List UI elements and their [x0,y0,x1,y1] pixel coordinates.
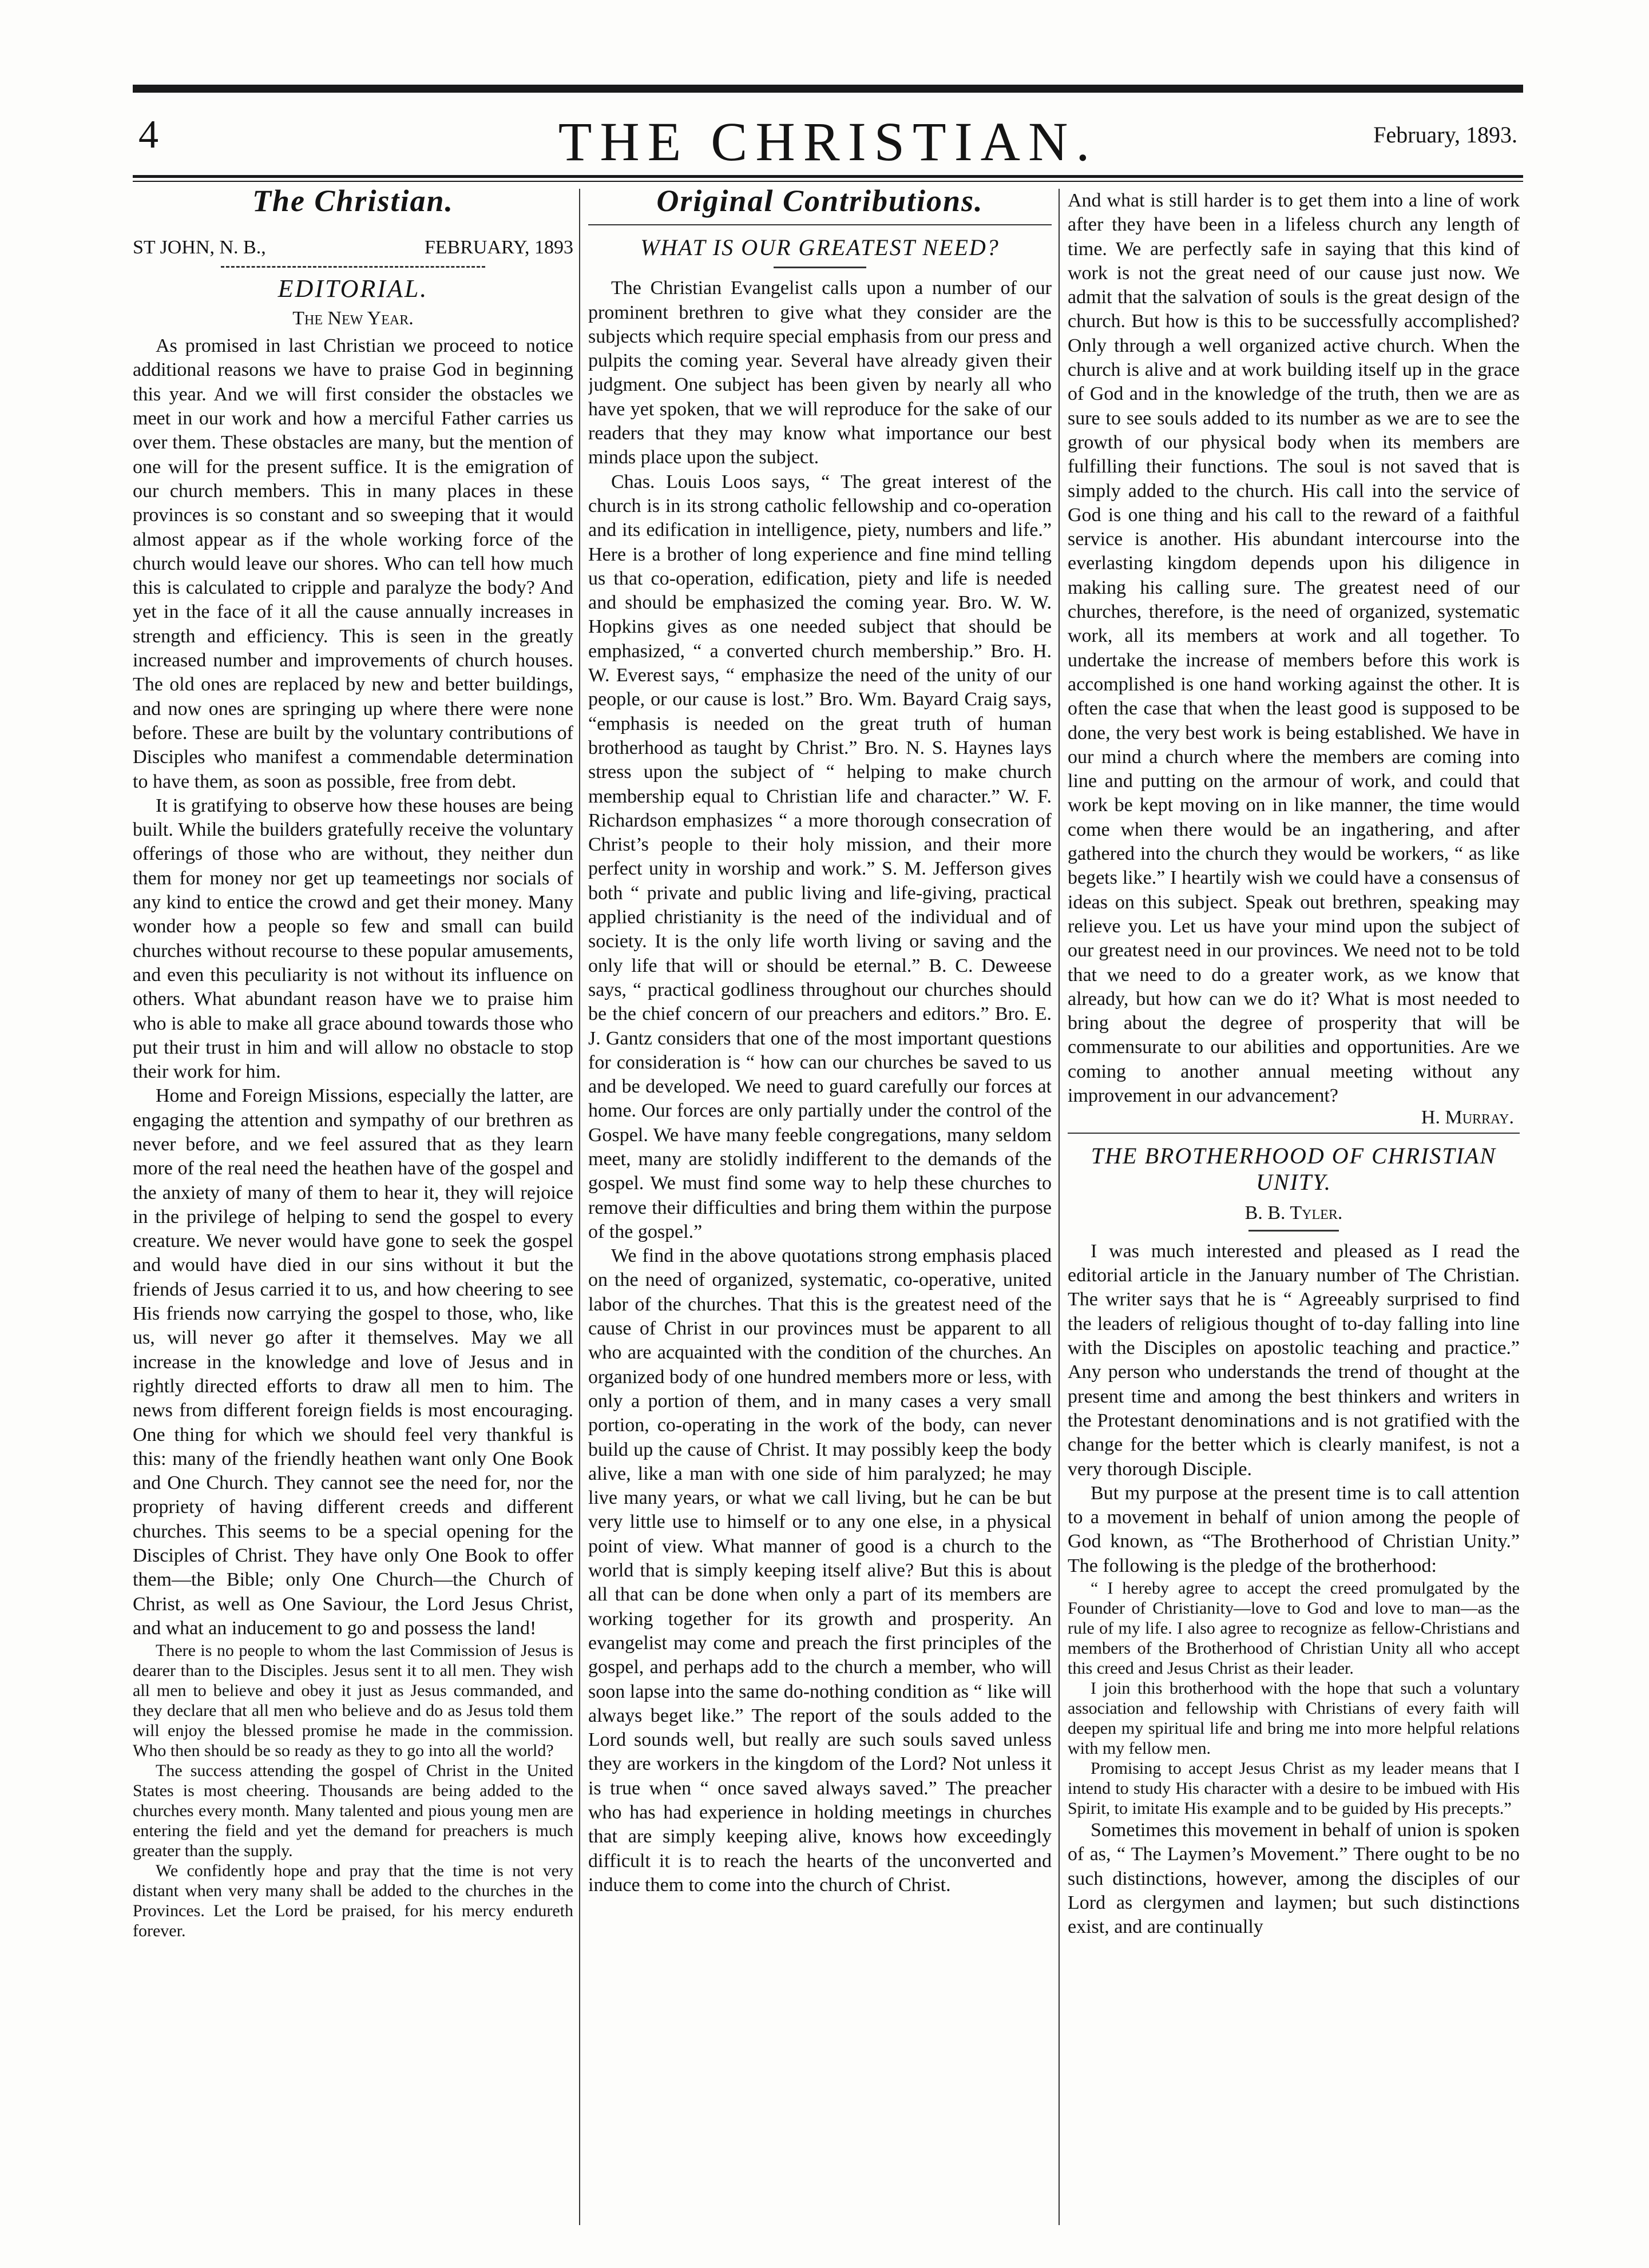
paragraph: We find in the above quotations strong emphasis placed on the need of organized, systematic, co-operative, united labor of the churches. That this is the greatest need of the cause of Christ in our provinces must be apparent to all who are acquainted with the condition of the churches. An organized body of one hundred members more or less, with only a portion of them, and in many cases a very small portion, co-operating in the work of the body, can never build up the cause of Christ. It may possibly keep the body alive, like a man with one side of him paralyzed; he may live many years, or what we call living, but he can be but very little use to himself or to any one else, in a physical point of view. What manner of good is a church to the world that is simply keeping itself alive? But this is about all that can be done when only a part of its members are working together for its growth and prosperity. An evangelist may come and preach the first principles of the gospel, and perhaps add to the church a member, who will soon lapse into the same do-nothing condition as “ like will always beget like.” The report of the souls added to the Lord sounds well, but really are such souls saved unless they are workers in the kingdom of the Lord? Not unless it is true when “ once saved always saved.” The preacher who has had experience in holding meetings in churches that are simply keeping alive, knows how exceedingly difficult it is to reach the hearts of the unconverted and induce them to come into the church of Christ. [588,1245,1052,1896]
pledge-paragraph: “ I hereby agree to accept the creed promulgated by the Founder of Christianity—love to God and love to man—as the rule of my life. I also agree to recognize as fellow-Christians and members of the Brotherhood of Christian Unity all who accept this creed and Jesus Christ as their leader. [1068,1579,1520,1678]
paragraph: The success attending the gospel of Christ in the United States is most cheering. Thousands are being added to the churches every month. Many talented and pious young men are entering the field and yet the demand for preachers is much greater than the supply. [133,1761,573,1861]
page-number: 4 [138,113,158,157]
paragraph: And what is still harder is to get them into a line of work after they have been in a lifeless church any length of time. We are perfectly safe in saying that this kind of work is not the great need of our cause just now. We admit that the salvation of souls is the great design of the church. But how is this to be successfully accomplished? Only through a well organized active church. When the church is alive and at work building itself up in the grace of God and in the knowledge of the truth, then we are as sure to see souls added to its number as we are to see the growth of our physical body when its members are fulfilling their functions. The soul is not saved that is simply added to the church. His call into the service of God is one thing and his call to the reward of a faithful service is another. His abundant intercourse into the everlasting kingdom depends upon his diligence in making his calling sure. The greatest need of our churches, therefore, is the need of organized, systematic work, all its members at work and all together. To undertake the increase of members before this work is accomplished is one hand working against the other. It is often the case that when the least good is supposed to be done, the very best work is being established. We have in our mind a church where the members are coming into line and putting on the armour of work, and could that work be kept moving on in like manner, the time would come when there would be an ingathering, and after gathered into the church they would be workers, “ as like begets like.” I heartily wish we could have a consensus of ideas on this subject. Speak out brethren, speaking may relieve you. Let us have your mind upon the subject of our greatest need in our provinces. We need not to be told that we need to do a greater work, as we know that already, but how can we do it? What is most needed to bring about the degree of prosperity that will be commensurate to our abilities and opportunities. Are we coming to another annual meeting without any improvement in our advancement? [1068,190,1520,1106]
column-contributions [588,189,1052,2225]
column-continued [1068,189,1520,2225]
paragraph: Chas. Louis Loos says, “ The great interest of the church is in its strong catholic fellowship and co-operation and its edification in intelligence, piety, numbers and life.” Here is a brother of long experience and fine mind telling us that co-operation, edification, piety and life is needed and should be emphasized the coming year. Bro. W. W. Hopkins gives as one needed subject that should be emphasized, “ a converted church membership.” Bro. H. W. Everest says, “ emphasize the need of the unity of our people, or our cause is lost.” Bro. Wm. Bayard Craig says, “emphasis is needed on the great truth of human brotherhood as taught by Christ.” Bro. N. S. Haynes lays stress upon the subject of “ helping to make church membership equal to Christian life and character.” W. F. Richardson emphasizes “ a more thorough consecration of Christ’s people to their holy mission, and their more perfect unity in worship and work.” S. M. Jefferson gives both “ private and public living and life-giving, practical applied christianity is the need of the individual and of society. It is the only life worth living or saving and the only life that will or should be eternal.” B. C. Deweese says, “ practical godliness throughout our churches should be the chief concern of our preachers and editors.” Bro. E. J. Gantz considers that one of the most important questions for consideration is “ how can our churches be saved to us and be developed. We need to guard carefully our forces at home. Our forces are only partially under the control of the Gospel. We have many feeble congregations, many seldom meet, many are stolidly indifferent to the demands of the gospel. We must find some way to help these churches to remove their difficulties and bring them within the purpose of the gospel.” [588,471,1052,1242]
column-divider [1059,189,1060,2225]
article-heading: THE BROTHERHOOD OF CHRISTIAN UNITY. [1091,1142,1497,1195]
masthead [133,110,1523,173]
paragraph: There is no people to whom the last Commission of Jesus is dearer than to the Disciples. Jesus sent it to all men. They wish all men to believe and obey it just as Jesus commanded, and they declare that all men who believe and do as Jesus told them will enjoy the blessed promise he made in the commission. Who then should be so ready as they to go into all the world? [133,1641,573,1761]
section-heading: EDITORIAL. [278,274,429,303]
article-heading: WHAT IS OUR GREATEST NEED? [640,235,1000,261]
divider [774,267,866,268]
divider [1248,1230,1339,1232]
masthead-rule-thin [133,181,1523,182]
section-masthead: Original Contributions. [656,189,984,218]
divider [221,266,485,268]
column-editorial [133,189,573,2225]
paragraph: We confidently hope and pray that the time is not very distant when very many shall be added to the churches in the Provinces. Let the Lord be praised, for his mercy endureth forever. [133,1861,573,1941]
section-masthead: The Christian. [252,189,454,218]
issue-date: February, 1893. [1373,122,1517,148]
dateline [133,236,573,260]
paragraph: Home and Foreign Missions, especially the latter, are engaging the attention and sympathy of our brethren as never before, and we feel assured that as they learn more of the real need the heathen have of the gospel and the anxiety of many of them to hear it, they will rejoice in the privilege of helping to send the gospel to every creature. We never would have gone to seek the gospel and would have died in our sins without it but the friends of Jesus carried it to us, and how cheering to see His friends now carrying the gospel to those, who, like us, will never go after it themselves. May we all increase in the knowledge and love of Jesus and in rightly directed efforts to draw all men to him. The news from different foreign fields is most encouraging. One thing for which we should feel very thankful is this: many of the friendly heathen want only One Book and One Church. They cannot see the need for, nor the propriety of having different creeds and different churches. This seems to be a special opening for the Disciples of Christ. They have only One Book to offer them—the Bible; only One Church—the Church of Christ, as well as One Saviour, the Lord Jesus Christ, and what an inducement to go and possess the land! [133,1085,573,1639]
paragraph: Sometimes this movement in behalf of union is spoken of as, “ The Laymen’s Movement.” There ought to be no such distinctions, however, among the disciples of our Lord as clergymen and laymen; but such distinctions exist, and are continually [1068,1820,1520,1938]
paragraph: I was much interested and pleased as I read the editorial article in the January number of The Christian. The writer says that he is “ Agreeably surprised to find the leaders of religious thought of to-day falling into line with the Disciples on apostolic teaching and practice.” Any person who understands the trend of thought at the present time and among the best thinkers and writers in the Protestant denominations and is not gratified with the change for the better which is clearly manifest, is not a very thorough Disciple. [1068,1240,1520,1480]
divider [588,224,1052,225]
paragraph: It is gratifying to observe how these houses are being built. While the builders gratefully receive the voluntary offerings of those who are without, they neither dun them for money nor get up teameetings nor socials of any kind to entice the crowd and get their money. Many wonder how a people so few and small can build churches without recourse to these popular amusements, and even this peculiarity is not without its influence on others. What abundant reason have we to praise him who is able to make all grace abound towards those who put their trust in him and will allow no obstacle to stop their work for him. [133,795,573,1083]
article-byline: B. B. Tyler. [1244,1202,1343,1224]
dateline-place: ST JOHN, N. B., [133,237,266,259]
newspaper-title: THE CHRISTIAN. [558,111,1098,172]
masthead-top-rule [133,85,1523,93]
pledge-paragraph: I join this brotherhood with the hope that such a voluntary association and fellowship with Christians of every faith will deepen my spiritual life and bring me into more helpful relations with my fellow men. [1068,1679,1520,1758]
paragraph: The Christian Evangelist calls upon a number of our prominent brethren to give what they consider are the subjects which require special emphasis from our press and pulpits the coming year. Several have already given their judgment. One subject has been given by nearly all who have yet spoken, that we will reproduce for the sake of our readers that they may know what importance our best minds place upon the subject. [588,277,1052,468]
paragraph: As promised in last Christian we proceed to notice additional reasons we have to praise God in beginning this year. And we will first consider the obstacles we meet in our work and how a merciful Father carries us over them. These obstacles are many, but the mention of one will for the present suffice. It is the emigration of our church members. This in many places in these provinces is so constant and so sweeping that it would almost appear as if the whole working force of the church would leave our shores. Who can tell how much this is calculated to cripple and paralyze the body? And yet in the face of it all the cause annually increases in strength and efficiency. This is seen in the greatly increased number and improvements of church houses. The old ones are replaced by new and better buildings, and now ones are springing up where there were none before. These are built by the voluntary contributions of Disciples who manifest a commendable determination to have them, as soon as possible, free from debt. [133,335,573,792]
paragraph: But my purpose at the present time is to call attention to a movement in behalf of union among the people of God known, as “The Brotherhood of Christian Unity.” The following is the pledge of the brotherhood: [1068,1482,1520,1576]
masthead-rule [133,175,1523,178]
dateline-date: FEBRUARY, 1893 [424,237,573,259]
article-subheading: The New Year. [292,307,414,329]
divider [1068,1133,1520,1134]
pledge-paragraph: Promising to accept Jesus Christ as my leader means that I intend to study His character with a desire to be imbued with His Spirit, to imitate His example and to be guided by His precepts.” [1068,1759,1520,1818]
column-divider [579,189,580,2225]
author-signature: H. Murray. [1421,1107,1514,1129]
